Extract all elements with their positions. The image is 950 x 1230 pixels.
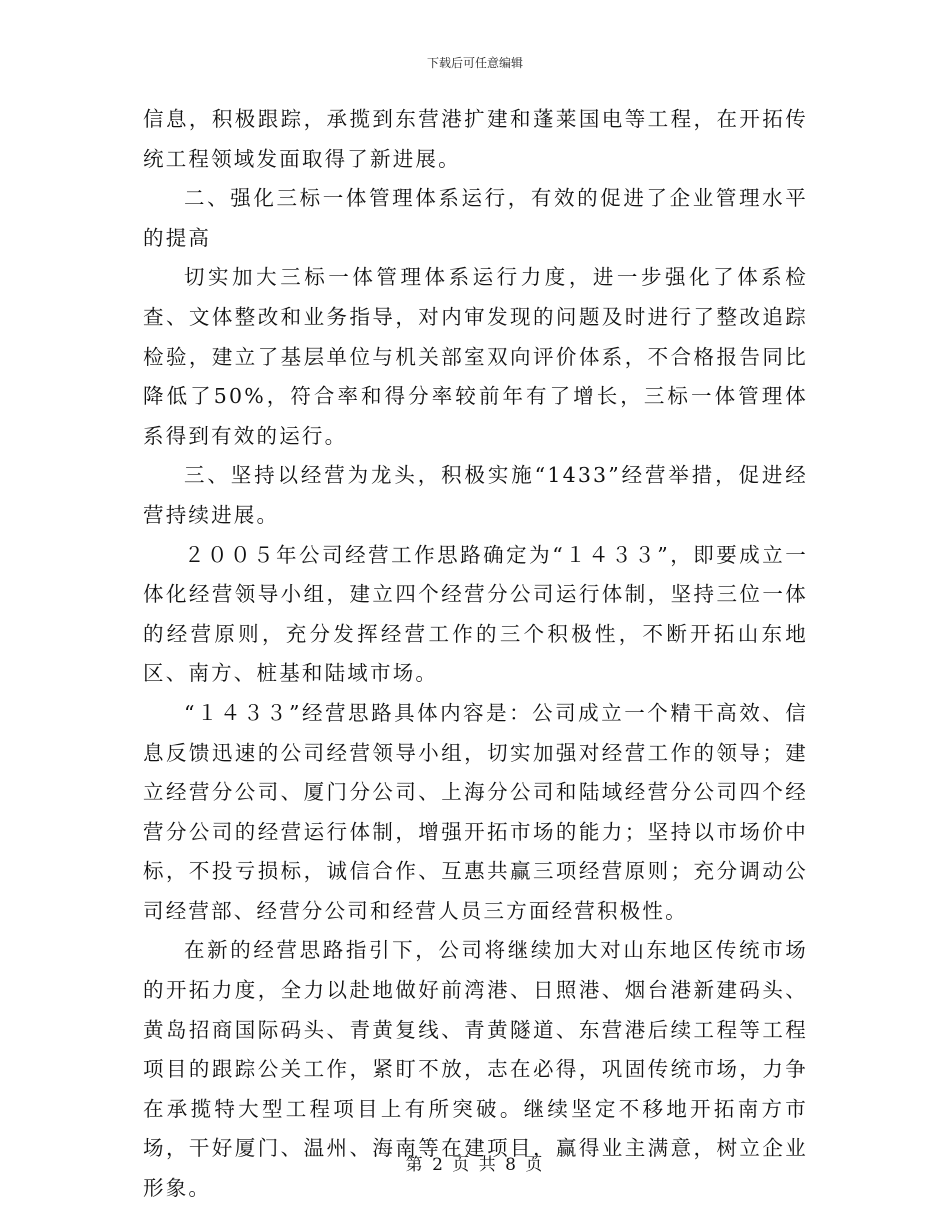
paragraph: 信息，积极跟踪，承揽到东营港扩建和蓬莱国电等工程，在开拓传统工程领域发面取得了新进展。 xyxy=(143,107,808,171)
paragraph: “１４３３”经营思路具体内容是：公司成立一个精干高效、信息反馈迅速的公司经营领导小组，切实加强对经营工作的领导；建立经营分公司、厦门分公司、上海分公司和陆域经营分公司四个经营分公司的经营运行体制，增强开拓市场的能力；坚持以市场价中标，不投亏损标，诚信合作、互惠共赢三项经营原则；充分调动公司经营部、经营分公司和经营人员三方面经营积极性。 xyxy=(143,700,808,923)
section-heading: 二、强化三标一体管理体系运行，有效的促进了企业管理水平的提高 xyxy=(143,186,808,250)
paragraph: 在新的经营思路指引下，公司将继续加大对山东地区传统市场的开拓力度，全力以赴地做好前湾港、日照港、烟台港新建码头、黄岛招商国际码头、青黄复线、青黄隧道、东营港后续工程等工程项目的跟踪公关工作，紧盯不放，志在必得，巩固传统市场，力争在承揽特大型工程项目上有所突破。继续坚定不移地开拓南方市场，干好厦门、温州、海南等在建项目，赢得业主满意，树立企业形象。 xyxy=(143,938,808,1201)
page-header: 下载后可任意编辑 xyxy=(426,56,523,70)
document-body xyxy=(143,100,808,1209)
paragraph: 切实加大三标一体管理体系运行力度，进一步强化了体系检查、文体整改和业务指导，对内审发现的问题及时进行了整改追踪检验，建立了基层单位与机关部室双向评价体系，不合格报告同比降低了50%，符合率和得分率较前年有了增长，三标一体管理体系得到有效的运行。 xyxy=(143,265,808,448)
section-heading: 三、坚持以经营为龙头，积极实施“1433”经营举措，促进经营持续进展。 xyxy=(143,463,808,527)
page-number-footer: 第 2 页 共 8 页 xyxy=(405,1155,545,1175)
paragraph: ２００５年公司经营工作思路确定为“１４３３”，即要成立一体化经营领导小组，建立四个经营分公司运行体制，坚持三位一体的经营原则，充分发挥经营工作的三个积极性，不断开拓山东地区、南方、桩基和陆域市场。 xyxy=(143,542,808,686)
